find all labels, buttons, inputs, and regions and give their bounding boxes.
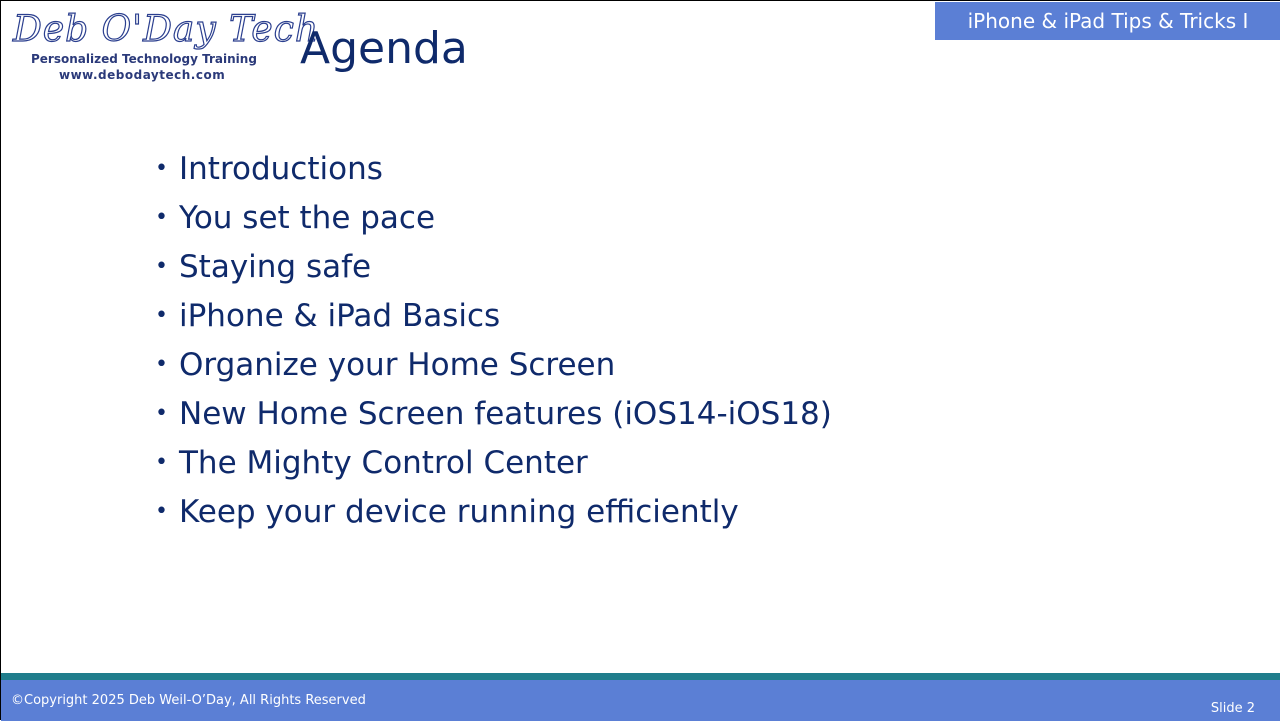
agenda-item bbox=[155, 144, 832, 193]
agenda-item bbox=[155, 438, 832, 487]
agenda-item-text: iPhone & iPad Basics bbox=[179, 297, 501, 334]
slide-title: Agenda bbox=[300, 23, 468, 74]
agenda-list bbox=[155, 144, 832, 536]
agenda-item bbox=[155, 193, 832, 242]
bullet-icon: • bbox=[155, 450, 168, 475]
copyright-notice: ©Copyright 2025 Deb Weil-O’Day, All Rights Reserved bbox=[11, 693, 366, 708]
agenda-item bbox=[155, 487, 832, 536]
bullet-icon: • bbox=[155, 156, 168, 181]
logo-tagline: Personalized Technology Training bbox=[31, 52, 257, 66]
footer-accent-line bbox=[1, 673, 1280, 680]
agenda-item-text: Staying safe bbox=[179, 248, 372, 285]
agenda-item bbox=[155, 291, 832, 340]
bullet-icon: • bbox=[155, 205, 168, 230]
bullet-icon: • bbox=[155, 499, 168, 524]
agenda-item bbox=[155, 389, 832, 438]
course-title-tag: iPhone & iPad Tips & Tricks I bbox=[935, 2, 1280, 40]
company-logo bbox=[13, 9, 320, 85]
agenda-item-text: Keep your device running efficiently bbox=[179, 493, 739, 530]
footer-bar bbox=[1, 680, 1280, 721]
agenda-item-text: Organize your Home Screen bbox=[179, 346, 616, 383]
agenda-item bbox=[155, 242, 832, 291]
agenda-item bbox=[155, 340, 832, 389]
agenda-item-text: Introductions bbox=[179, 150, 383, 187]
bullet-icon: • bbox=[155, 303, 168, 328]
bullet-icon: • bbox=[155, 254, 168, 279]
bullet-icon: • bbox=[155, 401, 168, 426]
slide-number: Slide 2 bbox=[1210, 701, 1255, 716]
agenda-item-text: New Home Screen features (iOS14-iOS18) bbox=[179, 395, 832, 432]
logo-script-text: Deb O'Day Tech bbox=[13, 9, 320, 50]
bullet-icon: • bbox=[155, 352, 168, 377]
logo-url: www.debodaytech.com bbox=[59, 68, 226, 82]
agenda-item-text: The Mighty Control Center bbox=[179, 444, 588, 481]
agenda-item-text: You set the pace bbox=[179, 199, 436, 236]
